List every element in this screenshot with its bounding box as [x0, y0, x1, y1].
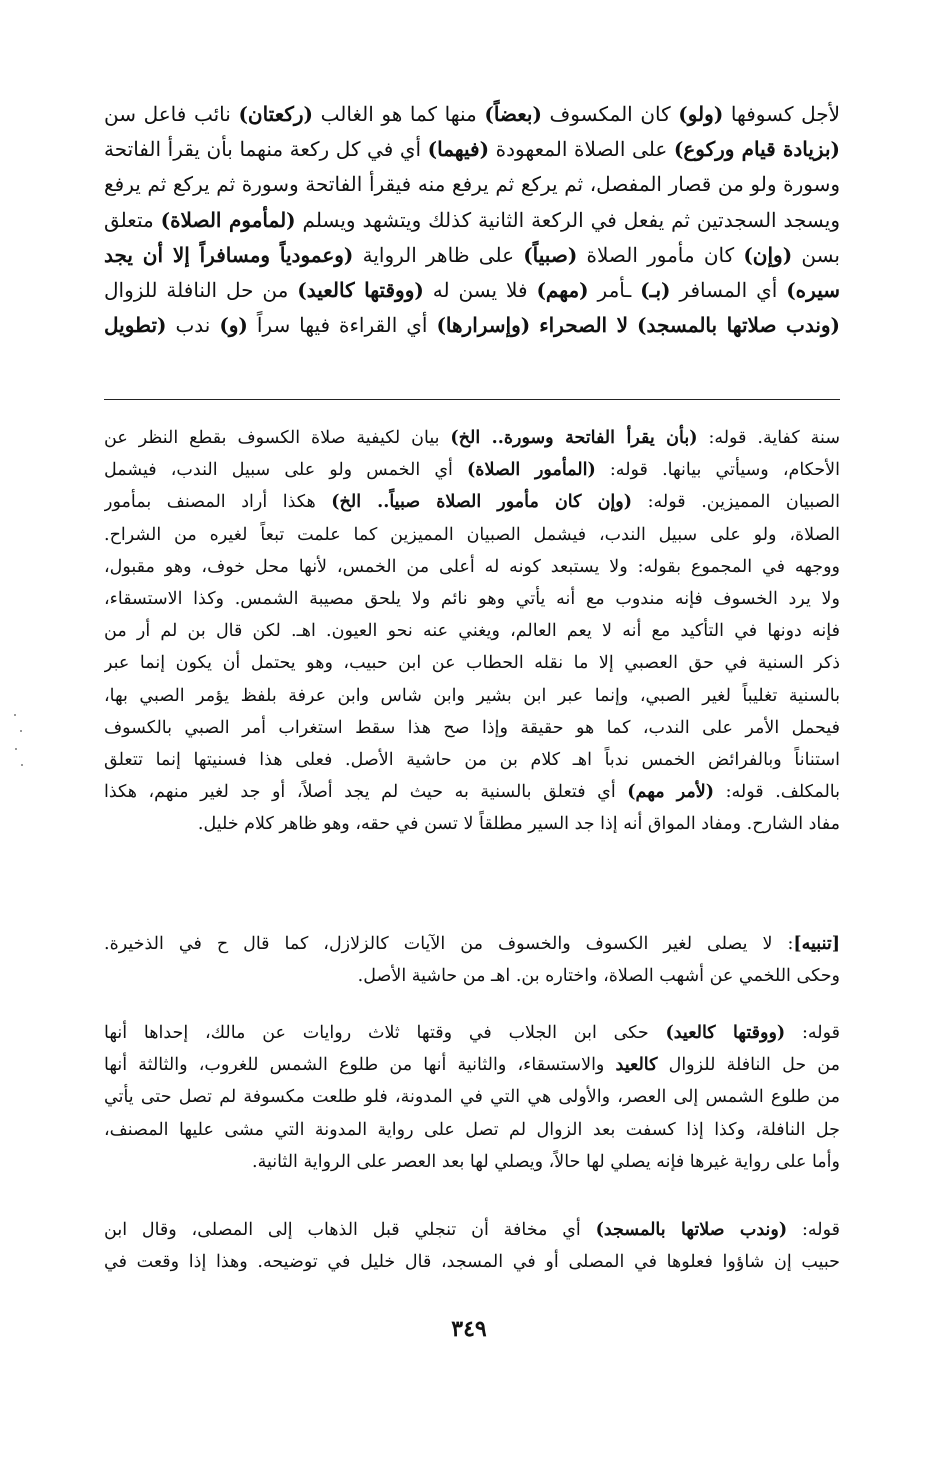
main-line: وسورة ولو من قصار المفصل، ثم يركع ثم يرفع منه فيقرأ الفاتحة وسورة ثم يركع ثم يرفع — [104, 172, 840, 197]
footnote-line: فيحمل الأمر على الندب، كما هو حقيقة وإذا صح هذا سقط استغراب أمر الصبي بالكسوف — [104, 717, 840, 738]
footnote-line: قوله: (وندب صلاتها بالمسجد) أي مخافة أن تنجلي قبل الذهاب إلى المصلى، وقال ابن — [104, 1220, 840, 1240]
footnote-commentary-3 — [104, 1214, 840, 1278]
footnote-line: بالسنية تغليباً لغير الصبي، وإنما عبر ابن بشير وابن شاس وابن عرفة بلفظ يؤمر الصبي بها، — [104, 685, 840, 706]
footnote-separator — [104, 399, 840, 400]
main-text-block — [104, 97, 840, 343]
footnote-line: فإنه دونها في التأكيد مع أنه لا يعم العالم، ويغني عنه نحو العيون. اهـ. لكن قال بن لم أر من — [104, 621, 840, 642]
main-line: سيره) أي المسافر (بـ) ـأمر (مهم) فلا يسن له (ووقتها كالعيد) من حل النافلة للزوال — [104, 277, 840, 302]
footnote-commentary-2 — [104, 1017, 840, 1178]
footnote-line: سنة كفاية. قوله: (بأن يقرأ الفاتحة وسورة.. الخ) بيان لكيفية صلاة الكسوف بقطع النظر عن — [104, 428, 840, 448]
footnote-line: ولا يرد الخسوف فإنه مندوب مع أنه يأتي وهو نائم ولا يلحق مصيبة الشمس. وكذا الاستسقاء، — [104, 588, 840, 609]
footnote-line: مفاد الشارح. ومفاد المواق أنه إذا جد السير مطلقاً لا تسن في حقه، وهو ظاهر كلام خليل. — [197, 814, 840, 835]
main-line: بسن (وإن) كان مأمور الصلاة (صبياً) على ظاهر الرواية (وعمودياً ومسافراً إلا أن يجد — [104, 242, 840, 267]
footnote-line: وحكى اللخمي عن أشهب الصلاة، واختاره بن. اهـ من حاشية الأصل. — [357, 966, 840, 987]
footnote-line: ذكر السنية في حق العصبي إلا ما نقله الحطاب عن ابن حبيب، وهو يحتمل أن يكون إنما عبر — [104, 653, 840, 674]
footnote-line: من حل النافلة للزوال كالعيد والاستسقاء، والثانية أنها من طلوع الشمس للغروب، والثالثة أنها — [104, 1055, 840, 1076]
footnote-line: استناناً وبالفرائض الخمس ندباً اهـ كلام بن من حاشية الأصل. فعلى هذا فسنيتها إنما تتعلق — [104, 749, 840, 770]
margin-speckle — [12, 712, 26, 772]
main-line: ويسجد السجدتين ثم يفعل في الركعة الثانية كذلك ويتشهد ويسلم (لمأموم الصلاة) متعلق — [104, 207, 840, 232]
footnote-commentary-1 — [104, 422, 840, 840]
footnote-line: الأحكام، وسيأتي بيانها. قوله: (المأمور الصلاة) أي الخمس ولو على سبيل الندب، فيشمل — [104, 460, 840, 481]
footnote-line: الصلاة، ولو على سبيل الندب، فيشمل الصبيان المميزين كما علمت تبعاً لغيره من الشراح. — [104, 524, 840, 545]
footnote-line: جل النافلة، وكذا إذا كسفت بعد الزوال لم تصل على رواية المدونة التي مشى عليها المصنف، — [104, 1119, 840, 1140]
footnote-line: الصبيان المميزين. قوله: (وإن كان مأمور الصلاة صبياً.. الخ) هكذا أراد المصنف بمأمور — [104, 492, 840, 513]
footnote-line: بالمكلف. قوله: (لأمر مهم) أي فتعلق بالسنية به حيث لم يجد أصلاً، أو جد لغير منهم، هكذا — [104, 782, 840, 803]
main-line: لأجل كسوفها (ولو) كان المكسوف (بعضاً) منها كما هو الغالب (ركعتان) نائب فاعل سن — [104, 102, 840, 126]
main-line: (بزيادة قيام وركوع) على الصلاة المعهودة (فيهما) أي في كل ركعة منهما بأن يقرأ الفاتحة — [104, 137, 840, 162]
footnote-line: من طلوع الشمس إلى العصر، والأولى هي التي في المدونة، فلو طلعت مكسوفة لم تصل حتى يأتي — [104, 1087, 840, 1108]
page-number: ٣٤٩ — [451, 1316, 487, 1342]
footnote-line: [تنبيه]: لا يصلى لغير الكسوف والخسوف من الآيات كالزلازل، كما قال ح في الذخيرة. — [104, 934, 840, 954]
footnote-line: وأما على رواية غيرها فإنه يصلي لها حالاً، ويصلي لها بعد العصر على الرواية الثانية. — [252, 1151, 840, 1172]
footnote-line: ووجهه في المجموع بقوله: ولا يستبعد كونه له أعلى من الخمس، لأنها محل خوف، وهو مقبول، — [104, 556, 840, 577]
main-line: (وندب صلاتها بالمسجد) لا الصحراء (وإسرارها) أي القراءة فيها سراً (و) ندب (تطويل — [104, 313, 840, 338]
footnote-note — [104, 928, 840, 992]
footnote-line: حبيب إن شاؤوا فعلوها في المصلى أو في المسجد، قال خليل في توضيحه. وهذا إذا وقعت في — [104, 1252, 840, 1273]
footnote-line: قوله: (ووقتها كالعيد) حكى ابن الجلاب في وقتها ثلاث روايات عن مالك، إحداها أنها — [104, 1023, 840, 1043]
